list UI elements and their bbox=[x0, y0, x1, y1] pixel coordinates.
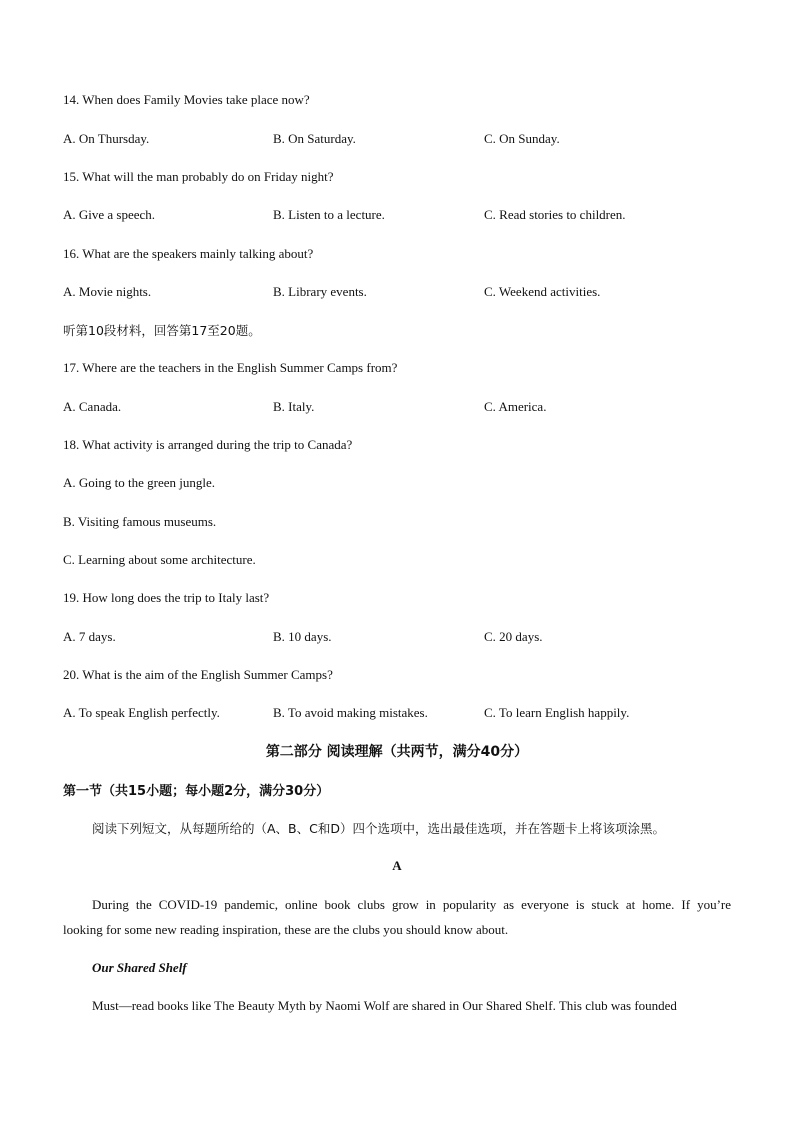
question-14-stem: 14. When does Family Movies take place now? bbox=[63, 92, 310, 107]
question-15-option-b: B. Listen to a lecture. bbox=[273, 207, 385, 222]
question-19-stem: 19. How long does the trip to Italy last? bbox=[63, 590, 270, 605]
question-18-option-a: A. Going to the green jungle. bbox=[63, 475, 215, 490]
question-17-stem: 17. Where are the teachers in the English Summer Camps from? bbox=[63, 360, 398, 375]
question-16-option-c: C. Weekend activities. bbox=[484, 284, 601, 299]
passage-letter: A bbox=[392, 858, 402, 873]
question-16-option-a: A. Movie nights. bbox=[63, 284, 152, 299]
question-15-option-a: A. Give a speech. bbox=[63, 207, 156, 222]
passage-paragraph-1-line-1: During the COVID-19 pandemic, online book clubs grow in popularity as everyone is stuck at home. If you’re bbox=[92, 897, 731, 912]
passage-paragraph-1-line-2: looking for some new reading inspiration, these are the clubs you should know about. bbox=[63, 922, 509, 937]
question-20-stem: 20. What is the aim of the English Summer Camps? bbox=[63, 667, 333, 682]
passage-paragraph-2-line-1: Must—read books like The Beauty Myth by Naomi Wolf are shared in Our Shared Shelf. This club was founded bbox=[92, 998, 677, 1013]
question-18-option-b: B. Visiting famous museums. bbox=[63, 514, 217, 529]
question-16-option-b: B. Library events. bbox=[273, 284, 367, 299]
question-14-option-b: B. On Saturday. bbox=[273, 131, 356, 146]
reading-instruction: 阅读下列短文，从每题所给的（A、B、C和D）四个选项中，选出最佳选项，并在答题卡上将该项涂黑。 bbox=[92, 821, 665, 836]
question-16-stem: 16. What are the speakers mainly talking about? bbox=[63, 246, 314, 261]
question-17-option-c: C. America. bbox=[484, 399, 547, 414]
question-20-option-c: C. To learn English happily. bbox=[484, 705, 630, 720]
question-14-option-c: C. On Sunday. bbox=[484, 131, 560, 146]
question-17-option-b: B. Italy. bbox=[273, 399, 315, 414]
question-18-stem: 18. What activity is arranged during the trip to Canada? bbox=[63, 437, 353, 452]
question-15-option-c: C. Read stories to children. bbox=[484, 207, 626, 222]
question-20-option-a: A. To speak English perfectly. bbox=[63, 705, 220, 720]
question-19-option-b: B. 10 days. bbox=[273, 629, 332, 644]
club-title: Our Shared Shelf bbox=[92, 960, 187, 975]
question-15-stem: 15. What will the man probably do on Friday night? bbox=[63, 169, 334, 184]
question-19-option-a: A. 7 days. bbox=[63, 629, 116, 644]
question-17-option-a: A. Canada. bbox=[63, 399, 122, 414]
section-one-heading: 第一节（共15小题；每小题2分，满分30分） bbox=[63, 784, 330, 799]
question-20-option-b: B. To avoid making mistakes. bbox=[273, 705, 428, 720]
question-18-option-c: C. Learning about some architecture. bbox=[63, 552, 256, 567]
listening-instruction: 听第10段材料，回答第17至20题。 bbox=[63, 323, 261, 338]
part-two-heading: 第二部分 阅读理解（共两节，满分40分） bbox=[265, 744, 529, 760]
question-19-option-c: C. 20 days. bbox=[484, 629, 543, 644]
question-14-option-a: A. On Thursday. bbox=[63, 131, 150, 146]
